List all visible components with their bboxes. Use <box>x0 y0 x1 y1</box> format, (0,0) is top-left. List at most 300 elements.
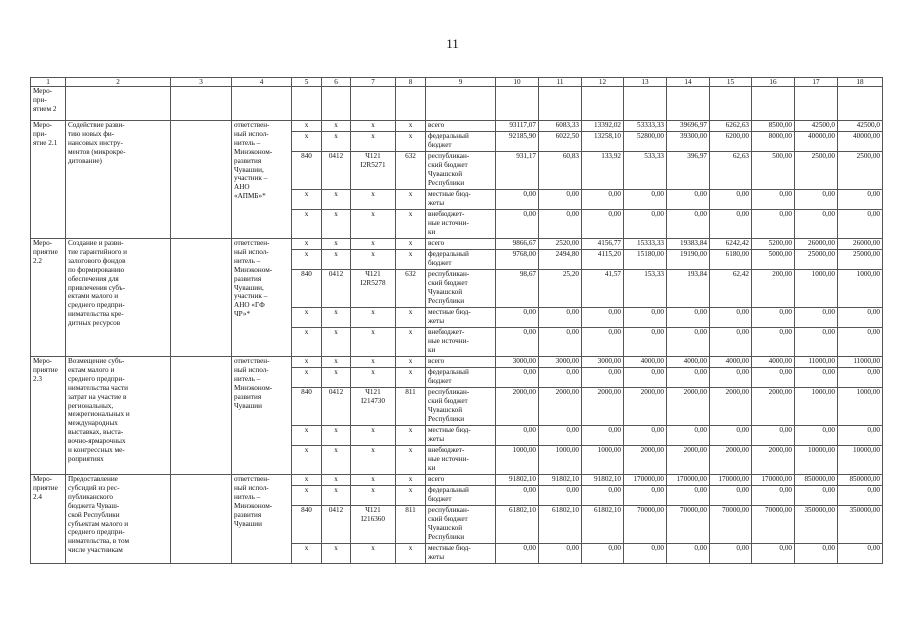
amount-cell: 0,00 <box>496 486 539 506</box>
event-name: Содействие разви- тию новых фи- нансовых инстру- ментов (микрокре- дитование) <box>66 121 171 239</box>
amount-cell: 10000,00 <box>838 446 883 475</box>
funding-source: республикан- ский бюджет Чувашской Республики <box>426 388 496 426</box>
empty-cell <box>710 87 752 121</box>
amount-cell: 1000,00 <box>838 270 883 308</box>
column-number-15: 15 <box>710 78 752 87</box>
budget-code-expense: 811 <box>396 506 426 544</box>
funding-source: внебюджет- ные источни- ки <box>426 446 496 475</box>
amount-cell: 4115,20 <box>582 250 624 270</box>
amount-cell: 25,20 <box>539 270 582 308</box>
amount-cell: 2000,00 <box>752 388 795 426</box>
amount-cell: 0,00 <box>795 308 838 328</box>
budget-code-section: x <box>322 250 351 270</box>
amount-cell: 2500,00 <box>795 152 838 190</box>
amount-cell: 0,00 <box>496 210 539 239</box>
budget-code-target: x <box>351 210 396 239</box>
budget-code-expense: x <box>396 328 426 357</box>
amount-cell: 396,97 <box>667 152 710 190</box>
amount-cell: 11000,00 <box>838 357 883 368</box>
amount-cell: 133,92 <box>582 152 624 190</box>
amount-cell: 0,00 <box>752 544 795 564</box>
budget-code-section: x <box>322 544 351 564</box>
amount-cell: 40000,00 <box>838 132 883 152</box>
amount-cell: 6022,50 <box>539 132 582 152</box>
amount-cell: 0,00 <box>838 190 883 210</box>
page-number: 11 <box>446 36 459 51</box>
amount-cell: 10000,00 <box>795 446 838 475</box>
funding-source: всего <box>426 121 496 132</box>
amount-cell: 1000,00 <box>795 388 838 426</box>
budget-code-expense: x <box>396 132 426 152</box>
budget-code-grbs: x <box>292 368 322 388</box>
amount-cell: 9866,67 <box>496 239 539 250</box>
amount-cell: 533,33 <box>624 152 667 190</box>
amount-cell: 53333,33 <box>624 121 667 132</box>
budget-code-grbs: 840 <box>292 152 322 190</box>
empty-cell <box>838 87 883 121</box>
amount-cell: 1000,00 <box>496 446 539 475</box>
amount-cell: 0,00 <box>667 544 710 564</box>
amount-cell: 4000,00 <box>667 357 710 368</box>
empty-cell <box>396 87 426 121</box>
amount-cell: 9768,00 <box>496 250 539 270</box>
budget-code-grbs: 840 <box>292 270 322 308</box>
amount-cell: 2000,00 <box>624 388 667 426</box>
budget-code-target: x <box>351 357 396 368</box>
table-row <box>31 357 883 368</box>
amount-cell: 0,00 <box>496 328 539 357</box>
amount-cell: 0,00 <box>539 544 582 564</box>
amount-cell: 1000,00 <box>795 270 838 308</box>
amount-cell: 0,00 <box>539 210 582 239</box>
amount-cell: 0,00 <box>667 308 710 328</box>
budget-code-target: x <box>351 486 396 506</box>
budget-code-target: x <box>351 426 396 446</box>
empty-cell <box>292 87 322 121</box>
amount-cell: 39696,97 <box>667 121 710 132</box>
amount-cell: 2494,80 <box>539 250 582 270</box>
budget-code-grbs: x <box>292 132 322 152</box>
budget-code-target: x <box>351 308 396 328</box>
budget-code-section: x <box>322 239 351 250</box>
column-number-16: 16 <box>752 78 795 87</box>
budget-code-section: x <box>322 132 351 152</box>
amount-cell: 0,00 <box>838 308 883 328</box>
amount-cell: 40000,00 <box>795 132 838 152</box>
responsible-executor: ответствен- ный испол- нитель – Минэконом- развития Чувашии, участник – АНО «ГФ ЧР»* <box>232 239 292 357</box>
amount-cell: 0,00 <box>752 328 795 357</box>
budget-code-expense: 632 <box>396 270 426 308</box>
event-name: Предоставление субсидий из рес- публиканского бюджета Чуваш- ской Республики субъектам малого и среднего предпри- нимательства, в том числе участникам <box>66 475 171 564</box>
responsible-executor: ответствен- ный испол- нитель – Минэконом- развития Чувашии, участник – АНО «АПМБ»* <box>232 121 292 239</box>
amount-cell: 0,00 <box>582 190 624 210</box>
budget-code-grbs: x <box>292 308 322 328</box>
budget-code-section: x <box>322 190 351 210</box>
responsible-executor: ответствен- ный испол- нитель – Минэконом- развития Чувашии <box>232 357 292 475</box>
amount-cell: 70000,00 <box>752 506 795 544</box>
empty-cell <box>66 87 171 121</box>
amount-cell: 0,00 <box>539 486 582 506</box>
amount-cell: 0,00 <box>795 328 838 357</box>
empty-cell <box>426 87 496 121</box>
amount-cell: 92185,90 <box>496 132 539 152</box>
budget-code-section: 0412 <box>322 152 351 190</box>
amount-cell: 0,00 <box>752 190 795 210</box>
amount-cell: 8000,00 <box>752 132 795 152</box>
budget-code-grbs: x <box>292 544 322 564</box>
column-number-11: 11 <box>539 78 582 87</box>
amount-cell: 19383,84 <box>667 239 710 250</box>
amount-cell: 11000,00 <box>795 357 838 368</box>
amount-cell: 0,00 <box>795 368 838 388</box>
amount-cell: 0,00 <box>710 368 752 388</box>
funding-source: местные бюд- жеты <box>426 308 496 328</box>
amount-cell: 0,00 <box>582 426 624 446</box>
amount-cell: 170000,00 <box>667 475 710 486</box>
amount-cell: 0,00 <box>667 426 710 446</box>
amount-cell: 0,00 <box>710 544 752 564</box>
budget-code-expense: x <box>396 308 426 328</box>
amount-cell: 0,00 <box>582 368 624 388</box>
amount-cell: 170000,00 <box>752 475 795 486</box>
amount-cell: 91802,10 <box>496 475 539 486</box>
funding-source: внебюджет- ные источни- ки <box>426 210 496 239</box>
amount-cell: 42500,0 <box>795 121 838 132</box>
empty-cell <box>171 121 232 239</box>
amount-cell: 2520,00 <box>539 239 582 250</box>
table-row <box>31 87 883 121</box>
amount-cell: 2000,00 <box>582 388 624 426</box>
budget-code-section: x <box>322 357 351 368</box>
amount-cell: 39300,00 <box>667 132 710 152</box>
column-number-3: 3 <box>171 78 232 87</box>
event-name: Возмещение субъ- ектам малого и среднего предпри- нимательства части затрат на участие в региональных, межрегиональных и международных выставках, выста- вочно-ярмарочных и конгрессных ме- роприятиях <box>66 357 171 475</box>
amount-cell: 98,67 <box>496 270 539 308</box>
amount-cell: 52800,00 <box>624 132 667 152</box>
amount-cell: 200,00 <box>752 270 795 308</box>
amount-cell: 5000,00 <box>752 250 795 270</box>
budget-code-section: x <box>322 426 351 446</box>
budget-code-target: x <box>351 368 396 388</box>
funding-source: внебюджет- ные источни- ки <box>426 328 496 357</box>
amount-cell: 0,00 <box>795 544 838 564</box>
column-number-10: 10 <box>496 78 539 87</box>
table-row <box>31 475 883 486</box>
amount-cell: 70000,00 <box>624 506 667 544</box>
amount-cell: 0,00 <box>496 190 539 210</box>
event-number: Меро- приятие 2.4 <box>31 475 66 564</box>
amount-cell: 0,00 <box>539 426 582 446</box>
empty-cell <box>795 87 838 121</box>
budget-code-target: x <box>351 190 396 210</box>
funding-source: федеральный бюджет <box>426 132 496 152</box>
empty-cell <box>667 87 710 121</box>
amount-cell: 62,63 <box>710 152 752 190</box>
amount-cell: 0,00 <box>838 426 883 446</box>
budget-code-expense: x <box>396 210 426 239</box>
amount-cell: 500,00 <box>752 152 795 190</box>
amount-cell: 193,84 <box>667 270 710 308</box>
funding-source: всего <box>426 239 496 250</box>
column-number-9: 9 <box>426 78 496 87</box>
amount-cell: 170000,00 <box>710 475 752 486</box>
budget-code-section: 0412 <box>322 388 351 426</box>
budget-code-expense: x <box>396 121 426 132</box>
budget-code-target: x <box>351 328 396 357</box>
amount-cell: 0,00 <box>752 210 795 239</box>
amount-cell: 2000,00 <box>667 388 710 426</box>
budget-code-grbs: x <box>292 121 322 132</box>
budget-code-grbs: x <box>292 426 322 446</box>
amount-cell: 2000,00 <box>752 446 795 475</box>
amount-cell: 26000,00 <box>838 239 883 250</box>
amount-cell: 0,00 <box>752 308 795 328</box>
budget-code-section: x <box>322 486 351 506</box>
amount-cell: 6262,63 <box>710 121 752 132</box>
budget-code-grbs: x <box>292 250 322 270</box>
amount-cell: 15180,00 <box>624 250 667 270</box>
amount-cell: 61802,10 <box>496 506 539 544</box>
amount-cell: 0,00 <box>752 368 795 388</box>
amount-cell: 0,00 <box>838 544 883 564</box>
amount-cell: 0,00 <box>838 210 883 239</box>
event-label: Меро- при- ятием 2 <box>31 87 66 121</box>
budget-code-grbs: x <box>292 190 322 210</box>
amount-cell: 0,00 <box>496 426 539 446</box>
amount-cell: 26000,00 <box>795 239 838 250</box>
column-number-17: 17 <box>795 78 838 87</box>
column-number-13: 13 <box>624 78 667 87</box>
budget-code-grbs: x <box>292 357 322 368</box>
amount-cell: 1000,00 <box>582 446 624 475</box>
amount-cell: 0,00 <box>624 190 667 210</box>
table-row <box>31 239 883 250</box>
amount-cell: 42500,0 <box>838 121 883 132</box>
amount-cell: 170000,00 <box>624 475 667 486</box>
budget-code-target: x <box>351 250 396 270</box>
amount-cell: 0,00 <box>582 328 624 357</box>
amount-cell: 0,00 <box>795 426 838 446</box>
amount-cell: 2000,00 <box>710 446 752 475</box>
amount-cell: 0,00 <box>667 210 710 239</box>
column-number-1: 1 <box>31 78 66 87</box>
amount-cell: 350000,00 <box>838 506 883 544</box>
amount-cell: 0,00 <box>752 486 795 506</box>
amount-cell: 2000,00 <box>496 388 539 426</box>
column-number-14: 14 <box>667 78 710 87</box>
budget-code-target: Ч121 I216360 <box>351 506 396 544</box>
header-row <box>31 78 883 87</box>
empty-cell <box>171 87 232 121</box>
amount-cell: 4000,00 <box>624 357 667 368</box>
amount-cell: 0,00 <box>582 210 624 239</box>
empty-cell <box>351 87 396 121</box>
funding-source: всего <box>426 475 496 486</box>
amount-cell: 2000,00 <box>667 446 710 475</box>
budget-code-expense: x <box>396 475 426 486</box>
budget-code-target: Ч121 I214730 <box>351 388 396 426</box>
budget-code-expense: x <box>396 486 426 506</box>
amount-cell: 0,00 <box>838 368 883 388</box>
funding-source: местные бюд- жеты <box>426 544 496 564</box>
amount-cell: 13258,10 <box>582 132 624 152</box>
funding-source: всего <box>426 357 496 368</box>
empty-cell <box>624 87 667 121</box>
amount-cell: 1000,00 <box>539 446 582 475</box>
budget-code-target: x <box>351 475 396 486</box>
amount-cell: 0,00 <box>795 210 838 239</box>
amount-cell: 0,00 <box>667 486 710 506</box>
amount-cell: 0,00 <box>496 308 539 328</box>
column-number-7: 7 <box>351 78 396 87</box>
amount-cell: 0,00 <box>838 486 883 506</box>
amount-cell: 2000,00 <box>624 446 667 475</box>
amount-cell: 0,00 <box>496 368 539 388</box>
budget-code-target: x <box>351 121 396 132</box>
empty-cell <box>171 475 232 564</box>
amount-cell: 4156,77 <box>582 239 624 250</box>
amount-cell: 0,00 <box>710 328 752 357</box>
amount-cell: 0,00 <box>539 368 582 388</box>
amount-cell: 6180,00 <box>710 250 752 270</box>
budget-code-expense: x <box>396 426 426 446</box>
budget-code-section: x <box>322 446 351 475</box>
empty-cell <box>496 87 539 121</box>
empty-cell <box>171 357 232 475</box>
budget-code-expense: x <box>396 544 426 564</box>
event-number: Меро- при- ятие 2.1 <box>31 121 66 239</box>
amount-cell: 0,00 <box>624 210 667 239</box>
amount-cell: 3000,00 <box>496 357 539 368</box>
amount-cell: 25000,00 <box>795 250 838 270</box>
funding-source: республикан- ский бюджет Чувашской Республики <box>426 270 496 308</box>
budget-code-grbs: 840 <box>292 506 322 544</box>
budget-code-grbs: x <box>292 210 322 239</box>
amount-cell: 61802,10 <box>539 506 582 544</box>
amount-cell: 3000,00 <box>582 357 624 368</box>
budget-code-section: x <box>322 368 351 388</box>
funding-source: республикан- ский бюджет Чувашской Республики <box>426 506 496 544</box>
budget-code-grbs: x <box>292 239 322 250</box>
amount-cell: 0,00 <box>795 190 838 210</box>
amount-cell: 0,00 <box>496 544 539 564</box>
budget-table <box>30 77 883 564</box>
amount-cell: 850000,00 <box>795 475 838 486</box>
budget-code-expense: x <box>396 357 426 368</box>
budget-code-grbs: x <box>292 328 322 357</box>
table-body <box>31 78 883 564</box>
amount-cell: 0,00 <box>582 308 624 328</box>
funding-source: федеральный бюджет <box>426 250 496 270</box>
column-number-12: 12 <box>582 78 624 87</box>
column-number-5: 5 <box>292 78 322 87</box>
column-number-4: 4 <box>232 78 292 87</box>
amount-cell: 0,00 <box>539 190 582 210</box>
budget-code-target: x <box>351 132 396 152</box>
amount-cell: 6242,42 <box>710 239 752 250</box>
funding-source: федеральный бюджет <box>426 368 496 388</box>
amount-cell: 70000,00 <box>710 506 752 544</box>
responsible-executor: ответствен- ный испол- нитель – Минэконом- развития Чувашии <box>232 475 292 564</box>
amount-cell: 0,00 <box>667 190 710 210</box>
amount-cell: 0,00 <box>624 486 667 506</box>
amount-cell: 0,00 <box>667 328 710 357</box>
amount-cell: 25000,00 <box>838 250 883 270</box>
amount-cell: 6200,00 <box>710 132 752 152</box>
amount-cell: 91802,10 <box>539 475 582 486</box>
amount-cell: 15333,33 <box>624 239 667 250</box>
budget-code-target: x <box>351 239 396 250</box>
amount-cell: 6083,33 <box>539 121 582 132</box>
event-name: Создание и разви- тие гарантийного и залогового фондов по формированию обеспечения для привлечения субъ- ектами малого и среднего предпри- нимательства кре- дитных ресурсов <box>66 239 171 357</box>
budget-code-section: 0412 <box>322 506 351 544</box>
amount-cell: 93117,07 <box>496 121 539 132</box>
amount-cell: 0,00 <box>624 368 667 388</box>
budget-code-expense: x <box>396 368 426 388</box>
amount-cell: 350000,00 <box>795 506 838 544</box>
funding-source: местные бюд- жеты <box>426 426 496 446</box>
budget-code-grbs: x <box>292 446 322 475</box>
amount-cell: 0,00 <box>710 210 752 239</box>
funding-source: республикан- ский бюджет Чувашской Республики <box>426 152 496 190</box>
column-number-6: 6 <box>322 78 351 87</box>
amount-cell: 0,00 <box>795 486 838 506</box>
column-number-2: 2 <box>66 78 171 87</box>
funding-source: федеральный бюджет <box>426 486 496 506</box>
budget-code-grbs: 840 <box>292 388 322 426</box>
budget-code-grbs: x <box>292 486 322 506</box>
amount-cell: 0,00 <box>582 486 624 506</box>
amount-cell: 850000,00 <box>838 475 883 486</box>
amount-cell: 0,00 <box>539 328 582 357</box>
amount-cell: 0,00 <box>710 426 752 446</box>
amount-cell: 41,57 <box>582 270 624 308</box>
amount-cell: 0,00 <box>539 308 582 328</box>
budget-code-target: x <box>351 446 396 475</box>
event-number: Меро- приятие 2.2 <box>31 239 66 357</box>
amount-cell: 3000,00 <box>539 357 582 368</box>
amount-cell: 0,00 <box>710 190 752 210</box>
amount-cell: 0,00 <box>624 328 667 357</box>
amount-cell: 153,33 <box>624 270 667 308</box>
amount-cell: 0,00 <box>624 544 667 564</box>
amount-cell: 0,00 <box>710 308 752 328</box>
budget-code-expense: x <box>396 250 426 270</box>
empty-cell <box>171 239 232 357</box>
empty-cell <box>539 87 582 121</box>
empty-cell <box>582 87 624 121</box>
amount-cell: 8500,00 <box>752 121 795 132</box>
budget-code-target: Ч121 I2R5271 <box>351 152 396 190</box>
column-number-18: 18 <box>838 78 883 87</box>
amount-cell: 931,17 <box>496 152 539 190</box>
amount-cell: 0,00 <box>624 426 667 446</box>
empty-cell <box>232 87 292 121</box>
amount-cell: 19190,00 <box>667 250 710 270</box>
amount-cell: 70000,00 <box>667 506 710 544</box>
budget-code-section: x <box>322 328 351 357</box>
amount-cell: 2000,00 <box>539 388 582 426</box>
amount-cell: 2500,00 <box>838 152 883 190</box>
empty-cell <box>752 87 795 121</box>
column-number-8: 8 <box>396 78 426 87</box>
amount-cell: 4000,00 <box>752 357 795 368</box>
budget-code-target: x <box>351 544 396 564</box>
budget-code-section: x <box>322 475 351 486</box>
budget-code-section: x <box>322 210 351 239</box>
budget-code-section: 0412 <box>322 270 351 308</box>
budget-code-expense: 632 <box>396 152 426 190</box>
